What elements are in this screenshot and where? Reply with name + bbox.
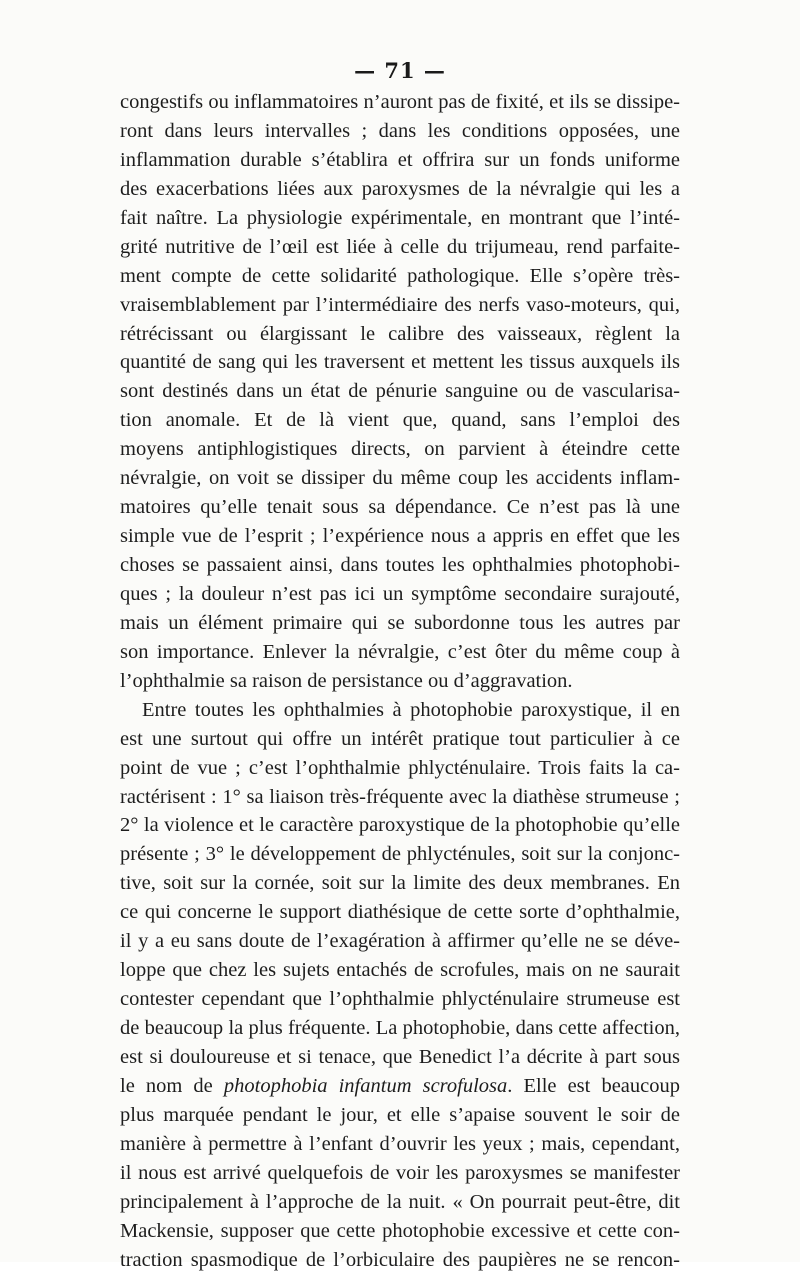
text-segment: le nom de bbox=[120, 1075, 224, 1097]
body-text bbox=[120, 88, 680, 1274]
text-line: manière à permettre à l’enfant d’ouvrir les yeux ; mais, cependant, bbox=[120, 1130, 680, 1159]
text-line: matoires qu’elle tenait sous sa dépendance. Ce n’est pas là une bbox=[120, 493, 680, 522]
text-line: il nous est arrivé quelquefois de voir les paroxysmes se manifester bbox=[120, 1159, 680, 1188]
text-line: congestifs ou inflammatoires n’auront pas de fixité, et ils se dissipe- bbox=[120, 88, 680, 117]
text-line: quantité de sang qui les traversent et mettent les tissus auxquels ils bbox=[120, 348, 680, 377]
text-line: ce qui concerne le support diathésique de cette sorte d’ophthalmie, bbox=[120, 898, 680, 927]
text-line: loppe que chez les sujets entachés de scrofules, mais on ne saurait bbox=[120, 956, 680, 985]
text-line: est une surtout qui offre un intérêt pratique tout particulier à ce bbox=[120, 725, 680, 754]
text-line: rétrécissant ou élargissant le calibre des vaisseaux, règlent la bbox=[120, 320, 680, 349]
text-line: fait naître. La physiologie expérimentale, en montrant que l’inté- bbox=[120, 204, 680, 233]
text-line: ront dans leurs intervalles ; dans les conditions opposées, une bbox=[120, 117, 680, 146]
text-line: inflammation durable s’établira et offrira sur un fonds uniforme bbox=[120, 146, 680, 175]
text-line: sont destinés dans un état de pénurie sanguine ou de vascularisa- bbox=[120, 377, 680, 406]
text-line: 2° la violence et le caractère paroxystique de la photophobie qu’elle bbox=[120, 811, 680, 840]
text-line: simple vue de l’esprit ; l’expérience nous a appris en effet que les bbox=[120, 522, 680, 551]
text-line: mais un élément primaire qui se subordonne tous les autres par bbox=[120, 609, 680, 638]
text-line: principalement à l’approche de la nuit. « On pourrait peut-être, dit bbox=[120, 1188, 680, 1217]
italic-term: photophobia infantum scrofulosa bbox=[224, 1075, 507, 1097]
text-line: l’ophthalmie sa raison de persistance ou d’aggravation. bbox=[120, 667, 680, 696]
text-line: moyens antiphlogistiques directs, on parvient à éteindre cette bbox=[120, 435, 680, 464]
text-line: plus marquée pendant le jour, et elle s’apaise souvent le soir de bbox=[120, 1101, 680, 1130]
text-line: présente ; 3° le développement de phlycténules, soit sur la conjonc- bbox=[120, 840, 680, 869]
text-line: tive, soit sur la cornée, soit sur la limite des deux membranes. En bbox=[120, 869, 680, 898]
text-line: ment compte de cette solidarité pathologique. Elle s’opère très- bbox=[120, 262, 680, 291]
text-line: ractérisent : 1° sa liaison très-fréquente avec la diathèse strumeuse ; bbox=[120, 783, 680, 812]
text-line: Entre toutes les ophthalmies à photophobie paroxystique, il en bbox=[120, 696, 680, 725]
text-line: grité nutritive de l’œil est liée à celle du trijumeau, rend parfaite- bbox=[120, 233, 680, 262]
text-line: son importance. Enlever la névralgie, c’est ôter du même coup à bbox=[120, 638, 680, 667]
text-line: ques ; la douleur n’est pas ici un symptôme secondaire surajouté, bbox=[120, 580, 680, 609]
page-number: — 71 — bbox=[0, 58, 800, 83]
text-line: choses se passaient ainsi, dans toutes les ophthalmies photophobi- bbox=[120, 551, 680, 580]
text-line bbox=[120, 1072, 680, 1101]
text-line: de beaucoup la plus fréquente. La photophobie, dans cette affection, bbox=[120, 1014, 680, 1043]
text-line: contester cependant que l’ophthalmie phlycténulaire strumeuse est bbox=[120, 985, 680, 1014]
text-line: Mackensie, supposer que cette photophobie excessive et cette con- bbox=[120, 1217, 680, 1246]
text-line: il y a eu sans doute de l’exagération à affirmer qu’elle ne se déve- bbox=[120, 927, 680, 956]
text-line: vraisemblablement par l’intermédiaire des nerfs vaso-moteurs, qui, bbox=[120, 291, 680, 320]
text-line: traction spasmodique de l’orbiculaire des paupières ne se rencon- bbox=[120, 1246, 680, 1274]
text-line: névralgie, on voit se dissiper du même coup les accidents inflam- bbox=[120, 464, 680, 493]
text-line: tion anomale. Et de là vient que, quand, sans l’emploi des bbox=[120, 406, 680, 435]
text-segment: . Elle est beaucoup bbox=[507, 1075, 680, 1097]
text-line: est si douloureuse et si tenace, que Benedict l’a décrite à part sous bbox=[120, 1043, 680, 1072]
text-line: point de vue ; c’est l’ophthalmie phlycténulaire. Trois faits la ca- bbox=[120, 754, 680, 783]
text-line: des exacerbations liées aux paroxysmes de la névralgie qui les a bbox=[120, 175, 680, 204]
